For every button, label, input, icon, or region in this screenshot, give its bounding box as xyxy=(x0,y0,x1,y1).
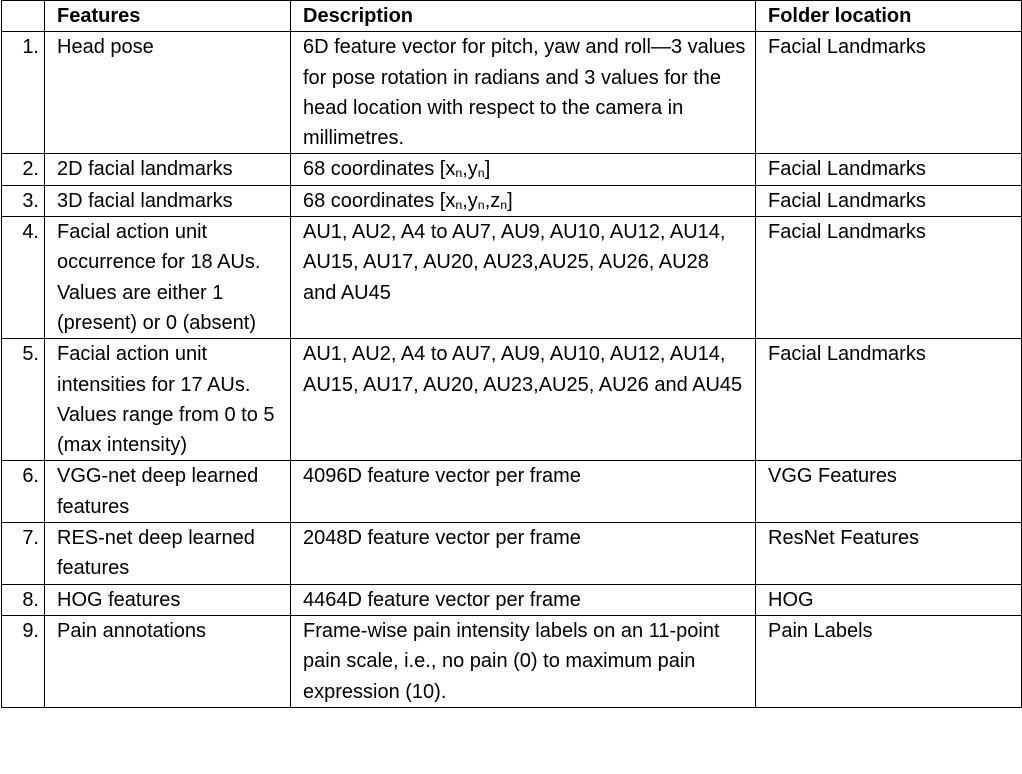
table-row xyxy=(2,523,1022,585)
table-row xyxy=(2,154,1022,185)
row-description: 2048D feature vector per frame xyxy=(291,523,756,585)
row-description xyxy=(291,154,756,185)
row-folder-location: VGG Features xyxy=(756,461,1022,523)
header-num xyxy=(2,1,45,32)
row-feature: 2D facial landmarks xyxy=(45,154,291,185)
coord-y: y xyxy=(467,189,478,212)
header-features: Features xyxy=(45,1,291,32)
row-number: 7. xyxy=(2,523,45,585)
coord-subscript: n xyxy=(477,166,485,181)
table-row xyxy=(2,615,1022,707)
table-header-row xyxy=(2,1,1022,32)
row-description: 4096D feature vector per frame xyxy=(291,461,756,523)
row-feature: HOG features xyxy=(45,584,291,615)
table-row xyxy=(2,461,1022,523)
coord-y: y xyxy=(467,158,478,181)
table-row xyxy=(2,217,1022,339)
description-prefix: 68 coordinates [ xyxy=(303,189,446,212)
row-description: 4464D feature vector per frame xyxy=(291,584,756,615)
row-description: AU1, AU2, A4 to AU7, AU9, AU10, AU12, AU14, AU15, AU17, AU20, AU23,AU25, AU26, AU28 and AU45 xyxy=(291,217,756,339)
row-number: 5. xyxy=(2,339,45,461)
description-suffix: ] xyxy=(484,158,491,181)
coord-z: z xyxy=(490,189,501,212)
row-folder-location: Facial Landmarks xyxy=(756,32,1022,154)
row-description: 6D feature vector for pitch, yaw and roll—3 values for pose rotation in radians and 3 values for the head location with respect to the camera in millimetres. xyxy=(291,32,756,154)
row-folder-location: Pain Labels xyxy=(756,615,1022,707)
row-feature: 3D facial landmarks xyxy=(45,185,291,216)
row-description xyxy=(291,185,756,216)
row-folder-location: Facial Landmarks xyxy=(756,339,1022,461)
row-feature: VGG-net deep learned features xyxy=(45,461,291,523)
row-number: 3. xyxy=(2,185,45,216)
description-suffix: ] xyxy=(507,189,513,212)
table-row xyxy=(2,584,1022,615)
row-feature: Pain annotations xyxy=(45,615,291,707)
row-folder-location: Facial Landmarks xyxy=(756,217,1022,339)
row-feature: RES-net deep learned features xyxy=(45,523,291,585)
coord-subscript: n xyxy=(477,198,485,212)
header-folder-location: Folder location xyxy=(756,1,1022,32)
coord-subscript: n xyxy=(500,198,508,212)
row-description: AU1, AU2, A4 to AU7, AU9, AU10, AU12, AU14, AU15, AU17, AU20, AU23,AU25, AU26 and AU45 xyxy=(291,339,756,461)
row-number: 4. xyxy=(2,217,45,339)
row-folder-location: Facial Landmarks xyxy=(756,185,1022,216)
row-number: 2. xyxy=(2,154,45,185)
description-prefix: 68 coordinates [ xyxy=(303,158,446,181)
row-feature: Facial action unit occurrence for 18 AUs. Values are either 1 (present) or 0 (absent) xyxy=(45,217,291,339)
features-table xyxy=(1,0,1022,708)
coord-subscript: n xyxy=(455,198,463,212)
table-row xyxy=(2,339,1022,461)
row-feature: Head pose xyxy=(45,32,291,154)
coord-x: x xyxy=(445,158,456,181)
row-folder-location: HOG xyxy=(756,584,1022,615)
row-number: 8. xyxy=(2,584,45,615)
coord-subscript: n xyxy=(455,166,463,181)
coord-separator: , xyxy=(462,189,468,212)
table-row xyxy=(2,185,1022,216)
row-number: 6. xyxy=(2,461,45,523)
coord-separator: , xyxy=(484,189,491,212)
coord-x: x xyxy=(445,189,456,212)
row-folder-location: ResNet Features xyxy=(756,523,1022,585)
row-folder-location: Facial Landmarks xyxy=(756,154,1022,185)
row-description: Frame-wise pain intensity labels on an 11-point pain scale, i.e., no pain (0) to maximum pain expression (10). xyxy=(291,615,756,707)
table-row xyxy=(2,32,1022,154)
row-number: 9. xyxy=(2,615,45,707)
header-description: Description xyxy=(291,1,756,32)
row-number: 1. xyxy=(2,32,45,154)
coord-separator: , xyxy=(462,158,468,181)
row-feature: Facial action unit intensities for 17 AUs. Values range from 0 to 5 (max intensity) xyxy=(45,339,291,461)
